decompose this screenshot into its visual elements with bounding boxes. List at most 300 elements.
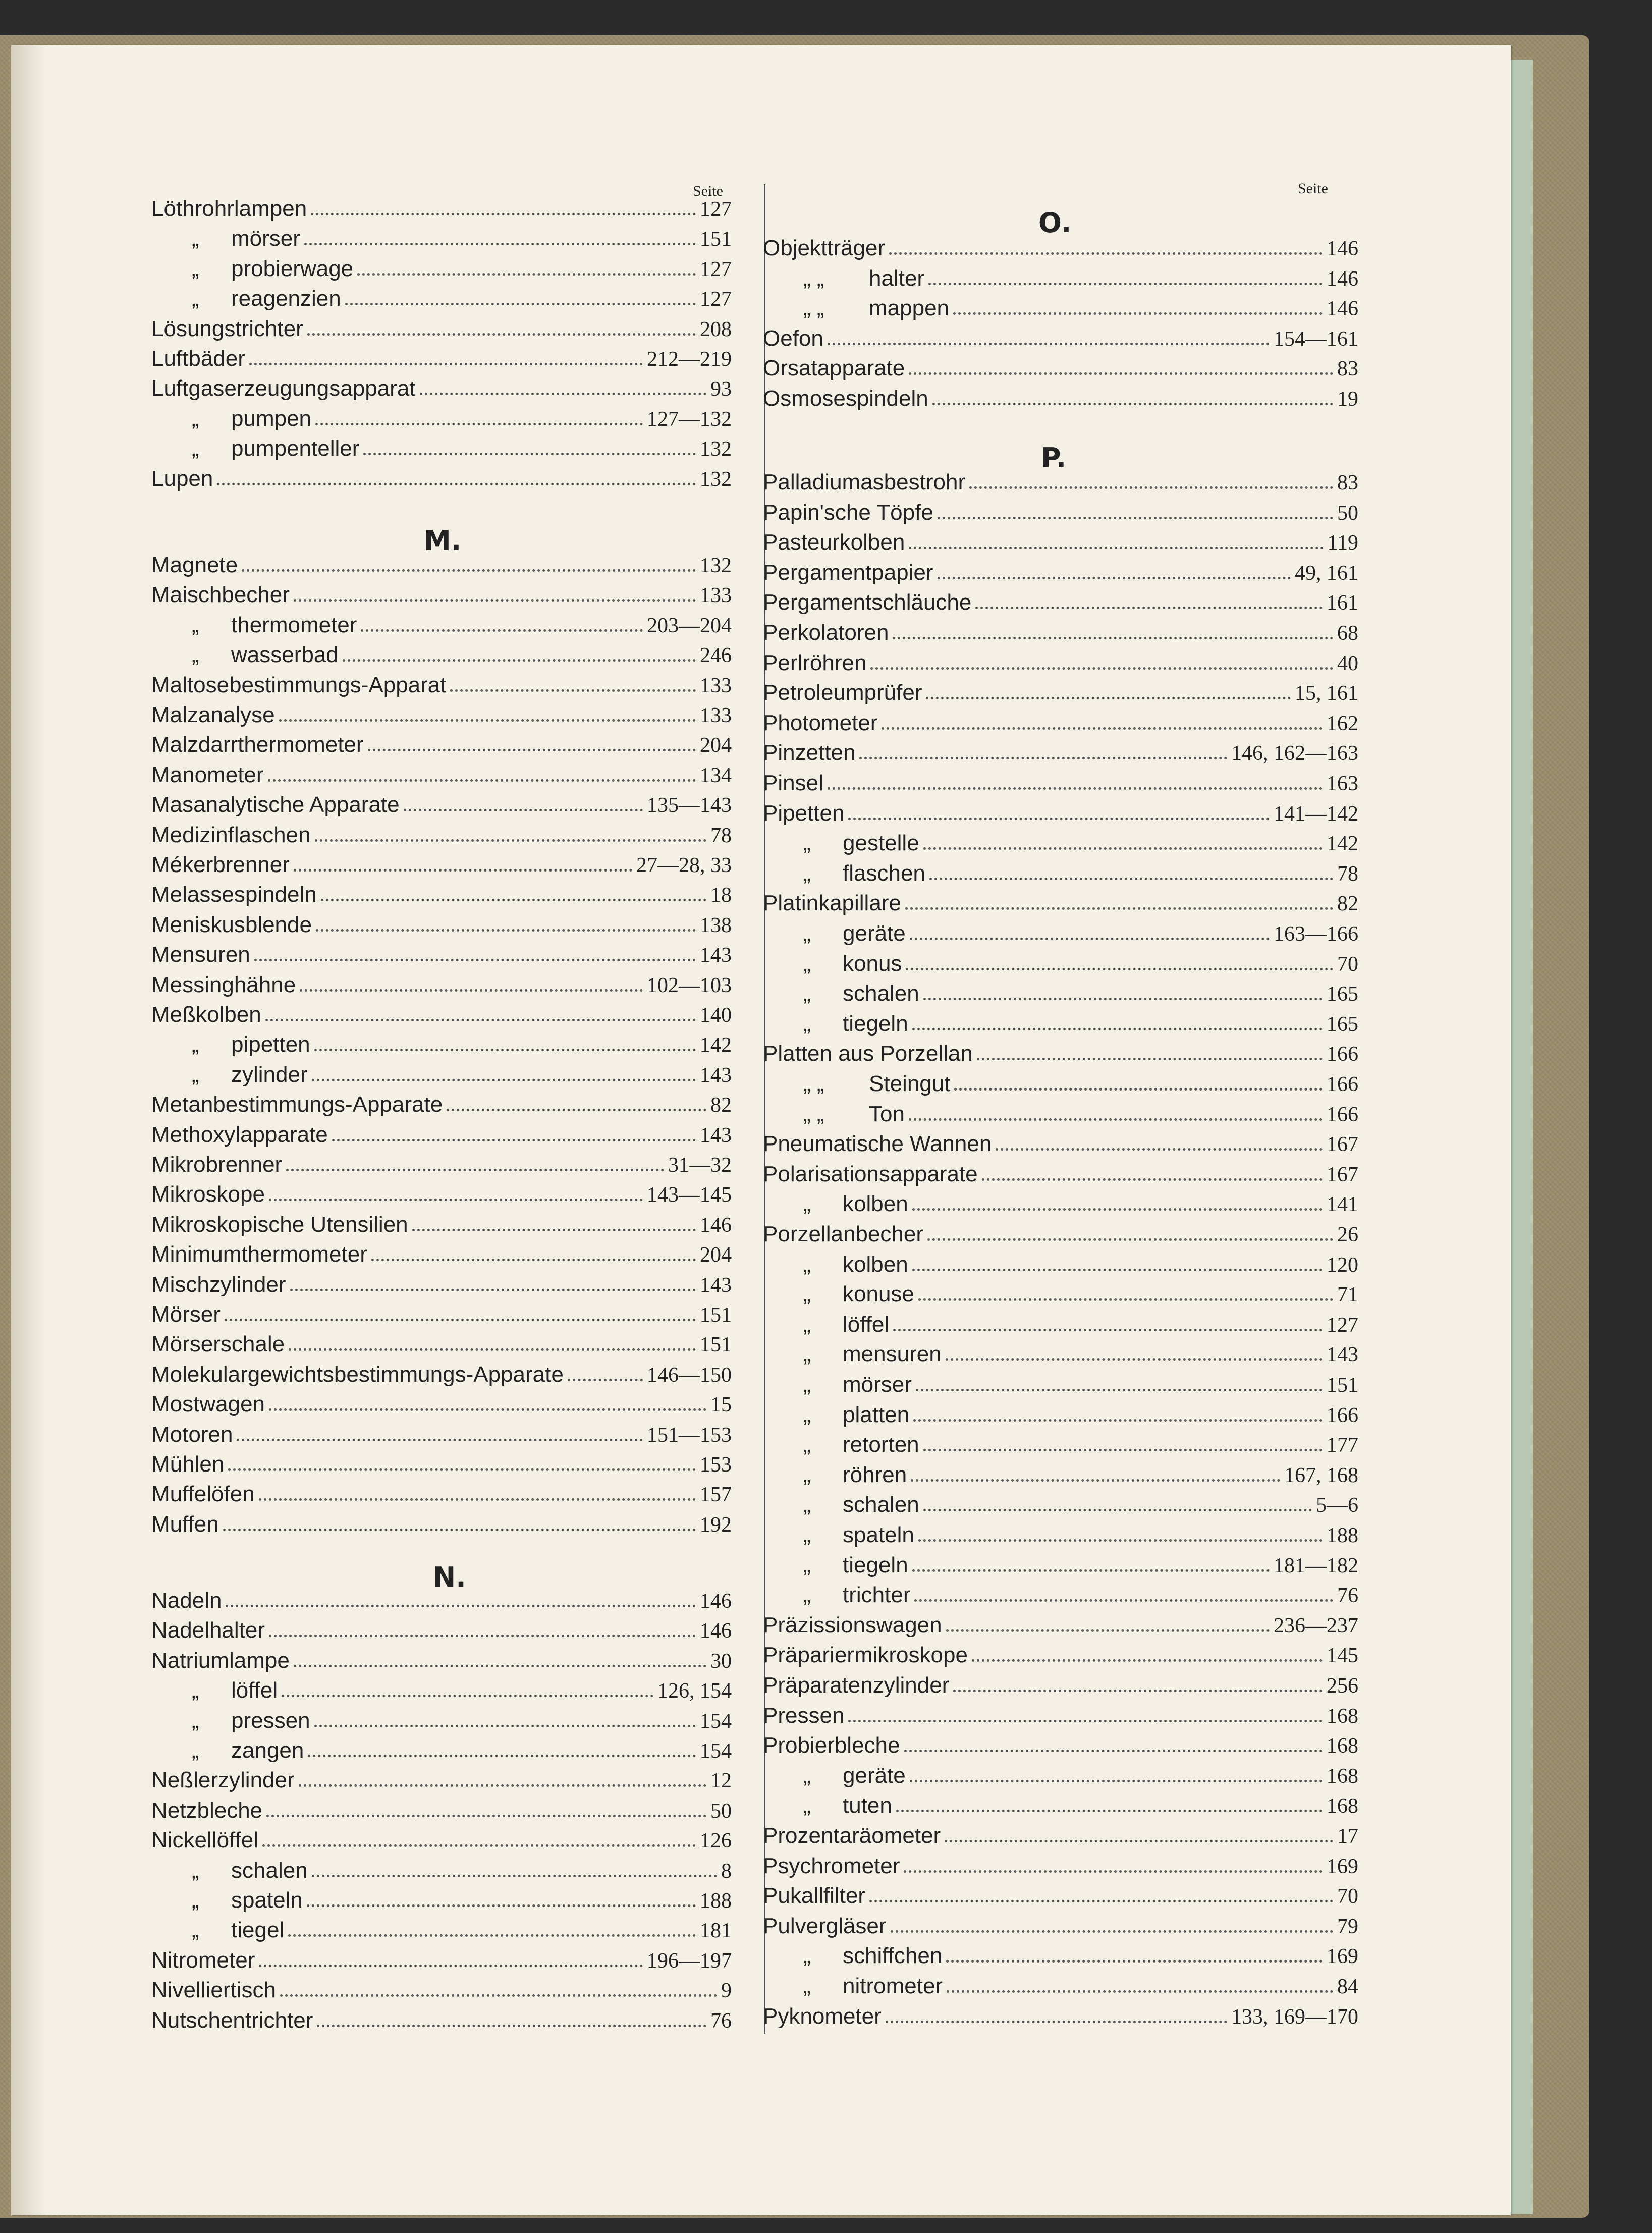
index-entry [763,1821,1358,1850]
index-entry [151,1676,732,1705]
page-reference: 208 [700,318,732,341]
dot-leader [308,1755,696,1757]
page-reference: 15, 161 [1295,682,1358,705]
index-entry [763,1430,1358,1459]
entry-term: spateln [231,1888,303,1913]
page-reference: 134 [700,764,732,787]
page-reference: 27—28, 33 [636,854,732,877]
page-reference: 120 [1327,1254,1358,1277]
dot-leader [269,1199,643,1201]
dot-leader [886,2021,1227,2023]
entry-term: Mensuren [151,942,250,967]
entry-term: löffel [231,1678,278,1703]
page-reference: 17 [1337,1825,1358,1848]
dot-leader [290,1289,696,1291]
dot-leader [268,779,696,782]
index-entry [151,970,732,1000]
page-reference: 256 [1327,1674,1358,1698]
ditto-mark: „ [803,1974,811,1998]
ditto-mark: „ [803,1492,811,1517]
dot-leader [312,1875,717,1877]
index-entry [763,949,1358,978]
section-letter: M. [424,525,462,557]
page-reference: 143 [700,944,732,967]
index-entry [151,314,732,344]
right-index-column [763,0,1358,2233]
page-reference: 119 [1327,531,1358,555]
dot-leader [343,659,696,662]
index-entry [763,1881,1358,1911]
entry-term: Präparatenzylinder [763,1673,950,1698]
page-reference: 204 [700,734,732,757]
dot-leader [450,689,696,692]
entry-term: Pyknometer [763,2004,882,2029]
dot-leader [259,1498,696,1501]
page-reference: 50 [710,1800,732,1823]
entry-term: Meßkolben [151,1002,261,1027]
dot-leader [226,1605,696,1607]
page-reference: 126 [700,1829,732,1853]
index-entry [151,1390,732,1419]
index-entry [151,2006,732,2035]
index-entry [763,558,1358,587]
dot-leader [269,1635,696,1637]
dot-leader [279,719,696,722]
entry-term: Meniskusblende [151,912,312,937]
dot-leader [363,453,696,455]
dot-leader [906,968,1333,970]
entry-term: Pasteurkolben [763,530,905,555]
ditto-mark: „ [192,1062,199,1087]
page-reference: 135—143 [647,794,732,817]
index-entry [151,1976,732,2005]
entry-term: Osmosespindeln [763,386,928,411]
entry-term: Photometer [763,711,878,735]
page-reference: 78 [710,824,732,847]
entry-term: Prozentaräometer [763,1823,941,1848]
index-entry [151,1916,732,1945]
dot-leader [882,727,1323,730]
entry-term: tuten [843,1793,892,1818]
page-reference: 83 [1337,357,1358,380]
entry-term: Psychrometer [763,1854,900,1878]
index-entry [151,1240,732,1269]
page-reference: 132 [700,468,732,491]
dot-leader [217,483,696,485]
page-reference: 26 [1337,1223,1358,1246]
dot-leader [982,1178,1323,1181]
page-reference: 15 [710,1393,732,1417]
dot-leader [254,959,696,961]
page-reference: 145 [1327,1644,1358,1667]
index-entry [763,769,1358,798]
dot-leader [269,1408,706,1411]
page-reference: 142 [1327,832,1358,855]
page-reference: 127 [1327,1314,1358,1337]
index-entry [763,498,1358,527]
dot-leader [317,2025,706,2027]
entry-term: Muffelöfen [151,1482,255,1506]
entry-term: platten [843,1402,910,1427]
page-reference: 177 [1327,1434,1358,1457]
index-entry [763,1370,1358,1399]
index-entry [151,1060,732,1090]
dot-leader [568,1379,643,1381]
index-entry [151,254,732,284]
entry-term: pressen [231,1708,310,1733]
page-reference: 127 [700,288,732,311]
dot-leader [420,393,706,395]
ditto-mark: „ [192,613,199,637]
index-entry [763,1009,1358,1039]
index-entry [763,234,1358,263]
index-entry [151,821,732,850]
index-entry [151,344,732,373]
dot-leader [312,1079,696,1081]
dot-leader [332,1139,696,1141]
entry-term: Malzanalyse [151,702,275,727]
dot-leader [909,372,1333,375]
entry-term: Pinsel [763,771,823,795]
page-reference: 151 [700,1303,732,1327]
entry-term: nitrometer [843,1974,943,1998]
entry-term: schalen [843,1492,919,1517]
left-index-column [151,0,732,2233]
page-reference: 82 [1337,892,1358,915]
entry-term: Nutschentrichter [151,2008,313,2033]
dot-leader [916,1389,1323,1391]
page-reference: 141—142 [1274,802,1358,826]
page-reference: 167 [1327,1163,1358,1186]
dot-leader [947,1990,1333,1993]
page-reference: 146 [1327,267,1358,291]
ditto-mark: „ [192,406,199,431]
entry-term: Netzbleche [151,1798,263,1823]
page-reference: 151 [1327,1374,1358,1397]
page-reference: 165 [1327,983,1358,1006]
index-entry [151,790,732,820]
ditto-mark: „ [192,436,199,461]
entry-term: Masanalytische Apparate [151,792,400,817]
dot-leader [938,577,1291,579]
ditto-mark: „ [803,1191,811,1216]
index-entry [763,528,1358,557]
page-reference: 151 [700,1333,732,1356]
page-reference: 127—132 [647,408,732,431]
dot-leader [932,403,1333,405]
index-entry [151,1586,732,1615]
page-reference: 163—166 [1274,922,1358,946]
ditto-mark: „ [803,1553,811,1577]
page-reference: 143 [700,1064,732,1087]
index-entry [763,2002,1358,2031]
entry-term: tiegel [231,1918,285,1942]
dot-leader [946,1629,1270,1632]
dot-leader [345,303,696,305]
dot-leader [286,1169,664,1171]
entry-term: Motoren [151,1422,233,1447]
index-entry [151,940,732,969]
entry-term: mörser [843,1372,912,1397]
left-seite-label: Seite [693,183,723,199]
page-reference: 8 [721,1860,732,1883]
entry-term: Luftgaserzeugungsapparat [151,376,416,401]
page-reference: 31—32 [668,1154,732,1177]
dot-leader [315,423,643,425]
entry-term: gestelle [843,831,919,855]
page-reference: 146, 162—163 [1231,742,1358,765]
entry-term: tiegeln [843,1011,908,1036]
page-reference: 143 [700,1274,732,1297]
index-entry [763,1520,1358,1550]
index-entry [151,1360,732,1389]
page-reference: 161 [1327,591,1358,615]
page-reference: 168 [1327,1734,1358,1758]
index-entry [763,1160,1358,1189]
index-entry [151,374,732,403]
entry-term: Oefon [763,326,823,351]
dot-leader [918,1298,1333,1301]
page-reference: 146 [700,1590,732,1613]
entry-term: Lösungstrichter [151,316,303,341]
ditto-mark: „ [192,1708,199,1733]
entry-term: tiegeln [843,1553,908,1577]
page-reference: 166 [1327,1073,1358,1096]
entry-term: Natriumlampe [151,1648,290,1673]
ditto-mark: „ „ [803,296,824,320]
page-reference: 140 [700,1004,732,1027]
ditto-mark: „ [803,861,811,886]
index-entry [763,1581,1358,1610]
dot-leader [314,1049,696,1051]
entry-term: Platinkapillare [763,891,901,915]
dot-leader [859,757,1227,759]
index-entry [151,1270,732,1299]
dot-leader [889,252,1323,255]
entry-term: Pulvergläser [763,1914,887,1938]
dot-leader [953,312,1323,315]
entry-term: Pneumatische Wannen [763,1131,992,1156]
index-entry [151,551,732,580]
entry-term: Porzellanbecher [763,1222,923,1246]
right-seite-label: Seite [1298,180,1328,197]
index-entry [151,1616,732,1645]
dot-leader [242,569,696,572]
page-reference: 132 [700,438,732,461]
ditto-mark: „ [192,256,199,281]
page-reference: 132 [700,554,732,577]
index-entry [151,1736,732,1765]
dot-leader [946,1358,1323,1361]
index-entry [763,354,1358,383]
index-entry [151,284,732,313]
page-reference: 166 [1327,1404,1358,1427]
dot-leader [918,1539,1323,1542]
entry-term: Pipetten [763,801,845,826]
dot-leader [299,1784,706,1787]
entry-term: Magnete [151,553,238,577]
entry-term: kolben [843,1191,908,1216]
dot-leader [307,333,696,336]
entry-term: geräte [843,921,906,946]
ditto-mark: „ [803,951,811,976]
page-reference: 236—237 [1274,1614,1358,1638]
entry-term: pipetten [231,1032,310,1057]
index-entry [151,640,732,670]
page-reference: 163 [1327,772,1358,795]
entry-term: Mörserschale [151,1332,285,1356]
section-letter: O. [1038,207,1072,239]
index-entry [763,1460,1358,1490]
index-entry [763,468,1358,497]
entry-term: Platten aus Porzellan [763,1041,973,1066]
entry-term: Mischzylinder [151,1272,286,1297]
entry-term: Nivelliertisch [151,1978,276,2002]
page-reference: 162 [1327,712,1358,735]
page-reference: 102—103 [647,974,732,997]
page-reference: 146 [700,1214,732,1237]
index-entry [151,1180,732,1209]
dot-leader [938,517,1333,519]
index-entry [763,1069,1358,1099]
page-reference: 146 [700,1619,732,1643]
dot-leader [896,1810,1323,1812]
index-entry [763,799,1358,828]
dot-leader [910,938,1270,940]
dot-leader [314,1725,696,1727]
page-reference: 146—150 [647,1364,732,1387]
dot-leader [282,1695,653,1697]
entry-term: probierwage [231,256,354,281]
index-entry [151,1946,732,1975]
entry-term: Pressen [763,1703,845,1728]
ditto-mark: „ [803,1372,811,1397]
page-reference: 165 [1327,1013,1358,1036]
page-reference: 157 [700,1483,732,1506]
dot-leader [913,1419,1323,1422]
entry-term: Petroleumprüfer [763,680,922,705]
page-reference: 168 [1327,1765,1358,1788]
entry-term: Mostwagen [151,1392,265,1417]
ditto-mark: „ [803,1402,811,1427]
entry-term: Mékerbrenner [151,852,290,877]
entry-term: konuse [843,1282,914,1306]
page-reference: 82 [710,1094,732,1117]
ditto-mark: „ [192,1918,199,1942]
index-entry [763,264,1358,293]
index-entry [151,1420,732,1449]
page-reference: 133 [700,584,732,607]
index-entry [763,709,1358,738]
entry-term: halter [869,266,925,291]
index-entry [763,1941,1358,1971]
dot-leader [891,1930,1333,1933]
index-entry [151,700,732,730]
entry-term: Papin'sche Töpfe [763,500,933,525]
index-entry [763,1972,1358,2001]
dot-leader [280,1994,717,1997]
dot-leader [294,599,696,602]
dot-leader [225,1319,696,1321]
index-entry [151,194,732,224]
page-reference: 83 [1337,471,1358,495]
dot-leader [848,818,1270,820]
entry-term: Ton [869,1102,905,1126]
entry-term: Präpariermikroskope [763,1643,968,1667]
entry-term: mensuren [843,1342,942,1367]
ditto-mark: „ [803,1943,811,1968]
page-reference: 188 [700,1889,732,1913]
page-reference: 76 [710,2009,732,2033]
dot-leader [945,1840,1333,1842]
dot-leader [946,1960,1323,1963]
page-reference: 154 [700,1710,732,1733]
dot-leader [266,1815,706,1817]
page-gutter [11,45,46,2215]
entry-term: zangen [231,1738,304,1763]
page-reference: 167 [1327,1133,1358,1156]
dot-leader [249,363,643,365]
dot-leader [870,667,1333,670]
entry-term: Palladiumasbestrohr [763,470,966,495]
index-entry [763,618,1358,647]
dot-leader [828,787,1323,790]
ditto-mark: „ [192,1888,199,1913]
index-entry [151,880,732,909]
page-reference: 9 [721,1979,732,2002]
ditto-mark: „ [192,1032,199,1057]
entry-term: Präzissionswagen [763,1613,942,1638]
dot-leader [904,1750,1323,1752]
dot-leader [368,749,696,751]
page-reference: 166 [1327,1043,1358,1066]
dot-leader [905,907,1333,910]
page-reference: 79 [1337,1915,1358,1938]
page-reference: 143 [1327,1343,1358,1367]
page-reference: 153 [700,1453,732,1477]
entry-term: Pinzetten [763,740,856,765]
index-entry [151,1856,732,1885]
page-reference: 181—182 [1274,1554,1358,1577]
entry-term: Mühlen [151,1452,225,1477]
index-entry [151,1300,732,1329]
index-entry [763,979,1358,1008]
index-entry [151,1150,732,1179]
index-entry [151,730,732,759]
dot-leader [848,1720,1323,1722]
entry-term: Mikroskope [151,1182,265,1207]
ditto-mark: „ [803,981,811,1006]
index-entry [763,919,1358,948]
index-entry [763,1250,1358,1279]
dot-leader [923,1509,1312,1511]
page-reference: 84 [1337,1975,1358,1998]
dot-leader [893,637,1333,639]
dot-leader [923,1449,1323,1451]
index-entry [763,1731,1358,1760]
dot-leader [977,1058,1323,1060]
page-reference: 49, 161 [1295,562,1358,585]
index-entry [763,1100,1358,1129]
entry-term: pumpen [231,406,312,431]
dot-leader [923,847,1323,850]
page-reference: 70 [1337,1885,1358,1908]
entry-term: schiffchen [843,1943,943,1968]
index-entry [151,1090,732,1119]
page-reference: 12 [710,1769,732,1792]
page-reference: 78 [1337,862,1358,886]
page-reference: 181 [700,1919,732,1942]
